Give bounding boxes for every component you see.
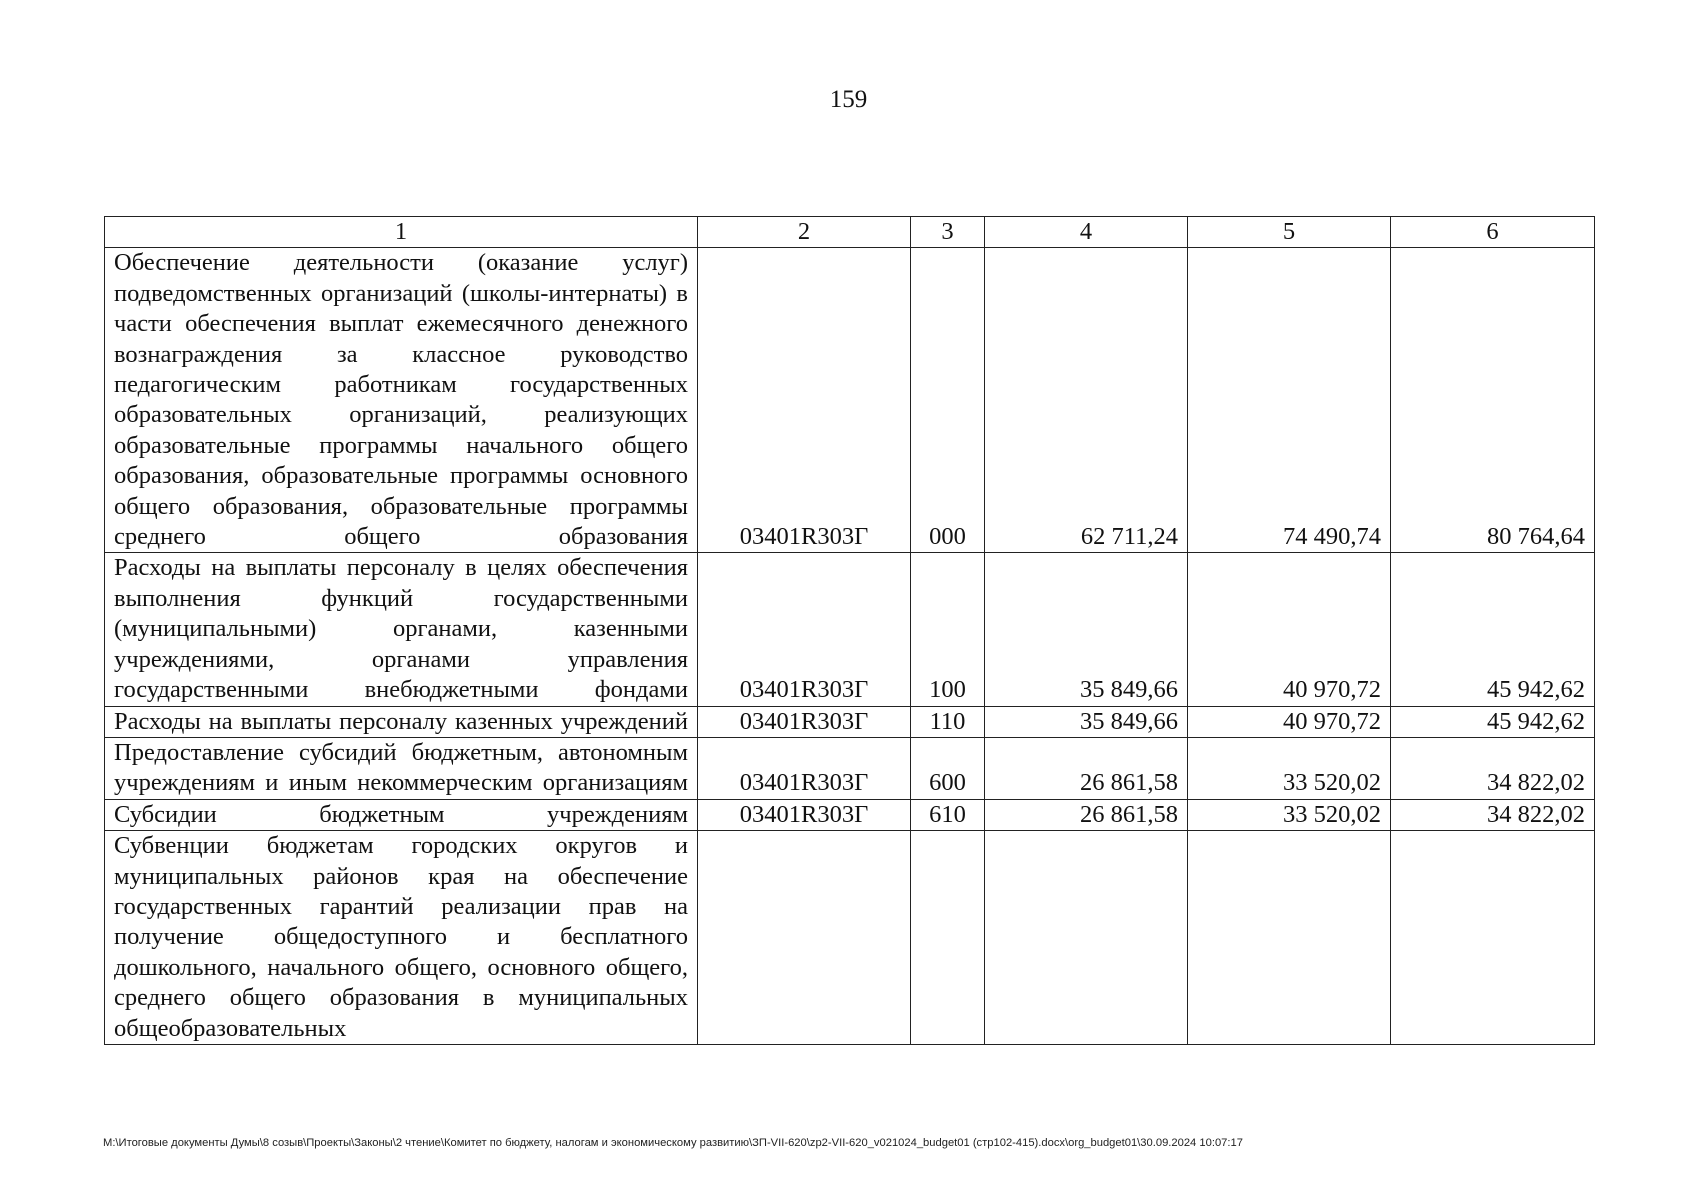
row-name: Предоставление субсидий бюджетным, автономным учреждениям и иным некоммерческим организациям <box>105 737 698 799</box>
row-value-6 <box>1391 831 1595 1045</box>
column-header-3: 3 <box>911 217 985 248</box>
row-value-4: 35 849,66 <box>985 553 1188 706</box>
row-value-6: 34 822,02 <box>1391 737 1595 799</box>
row-value-5: 74 490,74 <box>1188 248 1391 553</box>
row-expense-type: 110 <box>911 706 985 737</box>
row-value-5: 33 520,02 <box>1188 799 1391 830</box>
document-file-path: M:\Итоговые документы Думы\8 созыв\Проекты\Законы\2 чтение\Комитет по бюджету, налогам и экономическому развитию\ЗП-VII-620\zp2-VII-620_v021024_budget01 (стр102-415).docx\org_budget01\30.09.2024 10:07:17 <box>103 1137 1243 1149</box>
row-expense-type: 600 <box>911 737 985 799</box>
row-value-4: 62 711,24 <box>985 248 1188 553</box>
table-row <box>105 831 1595 1045</box>
table-row <box>105 553 1595 706</box>
table-row <box>105 737 1595 799</box>
row-expense-type <box>911 831 985 1045</box>
column-header-1: 1 <box>105 217 698 248</box>
row-name: Субсидии бюджетным учреждениям <box>105 799 698 830</box>
table-row <box>105 799 1595 830</box>
table-header-row <box>105 217 1595 248</box>
row-value-4: 35 849,66 <box>985 706 1188 737</box>
row-target-code: 03401R303Г <box>698 553 911 706</box>
row-expense-type: 610 <box>911 799 985 830</box>
row-target-code: 03401R303Г <box>698 248 911 553</box>
row-value-4: 26 861,58 <box>985 799 1188 830</box>
row-target-code: 03401R303Г <box>698 706 911 737</box>
row-value-4: 26 861,58 <box>985 737 1188 799</box>
page-number: 159 <box>829 86 868 113</box>
row-value-6: 45 942,62 <box>1391 706 1595 737</box>
column-header-4: 4 <box>985 217 1188 248</box>
column-header-6: 6 <box>1391 217 1595 248</box>
table-row <box>105 248 1595 553</box>
row-name: Расходы на выплаты персоналу казенных учреждений <box>105 706 698 737</box>
row-value-5 <box>1188 831 1391 1045</box>
column-header-2: 2 <box>698 217 911 248</box>
row-expense-type: 000 <box>911 248 985 553</box>
row-target-code: 03401R303Г <box>698 737 911 799</box>
budget-table <box>104 216 1595 1045</box>
row-name: Обеспечение деятельности (оказание услуг) подведомственных организаций (школы-интернаты) в части обеспечения выплат ежемесячного денежного вознаграждения за классное руководство педагогическим работникам государственных образовательных организаций, реализующих образовательные программы начального общего образования, образовательные программы основного общего образования, образовательные программы среднего общего образования <box>105 248 698 553</box>
row-value-6: 80 764,64 <box>1391 248 1595 553</box>
row-value-6: 45 942,62 <box>1391 553 1595 706</box>
row-name: Субвенции бюджетам городских округов и муниципальных районов края на обеспечение государственных гарантий реализации прав на получение общедоступного и бесплатного дошкольного, начального общего, основного общего, среднего общего образования в муниципальных общеобразовательных <box>105 831 698 1045</box>
row-target-code: 03401R303Г <box>698 799 911 830</box>
row-value-5: 33 520,02 <box>1188 737 1391 799</box>
row-value-4 <box>985 831 1188 1045</box>
column-header-5: 5 <box>1188 217 1391 248</box>
row-value-5: 40 970,72 <box>1188 706 1391 737</box>
row-value-6: 34 822,02 <box>1391 799 1595 830</box>
table-row <box>105 706 1595 737</box>
row-name: Расходы на выплаты персоналу в целях обеспечения выполнения функций государственными (муниципальными) органами, казенными учреждениями, органами управления государственными внебюджетными фондами <box>105 553 698 706</box>
row-target-code <box>698 831 911 1045</box>
row-value-5: 40 970,72 <box>1188 553 1391 706</box>
row-expense-type: 100 <box>911 553 985 706</box>
